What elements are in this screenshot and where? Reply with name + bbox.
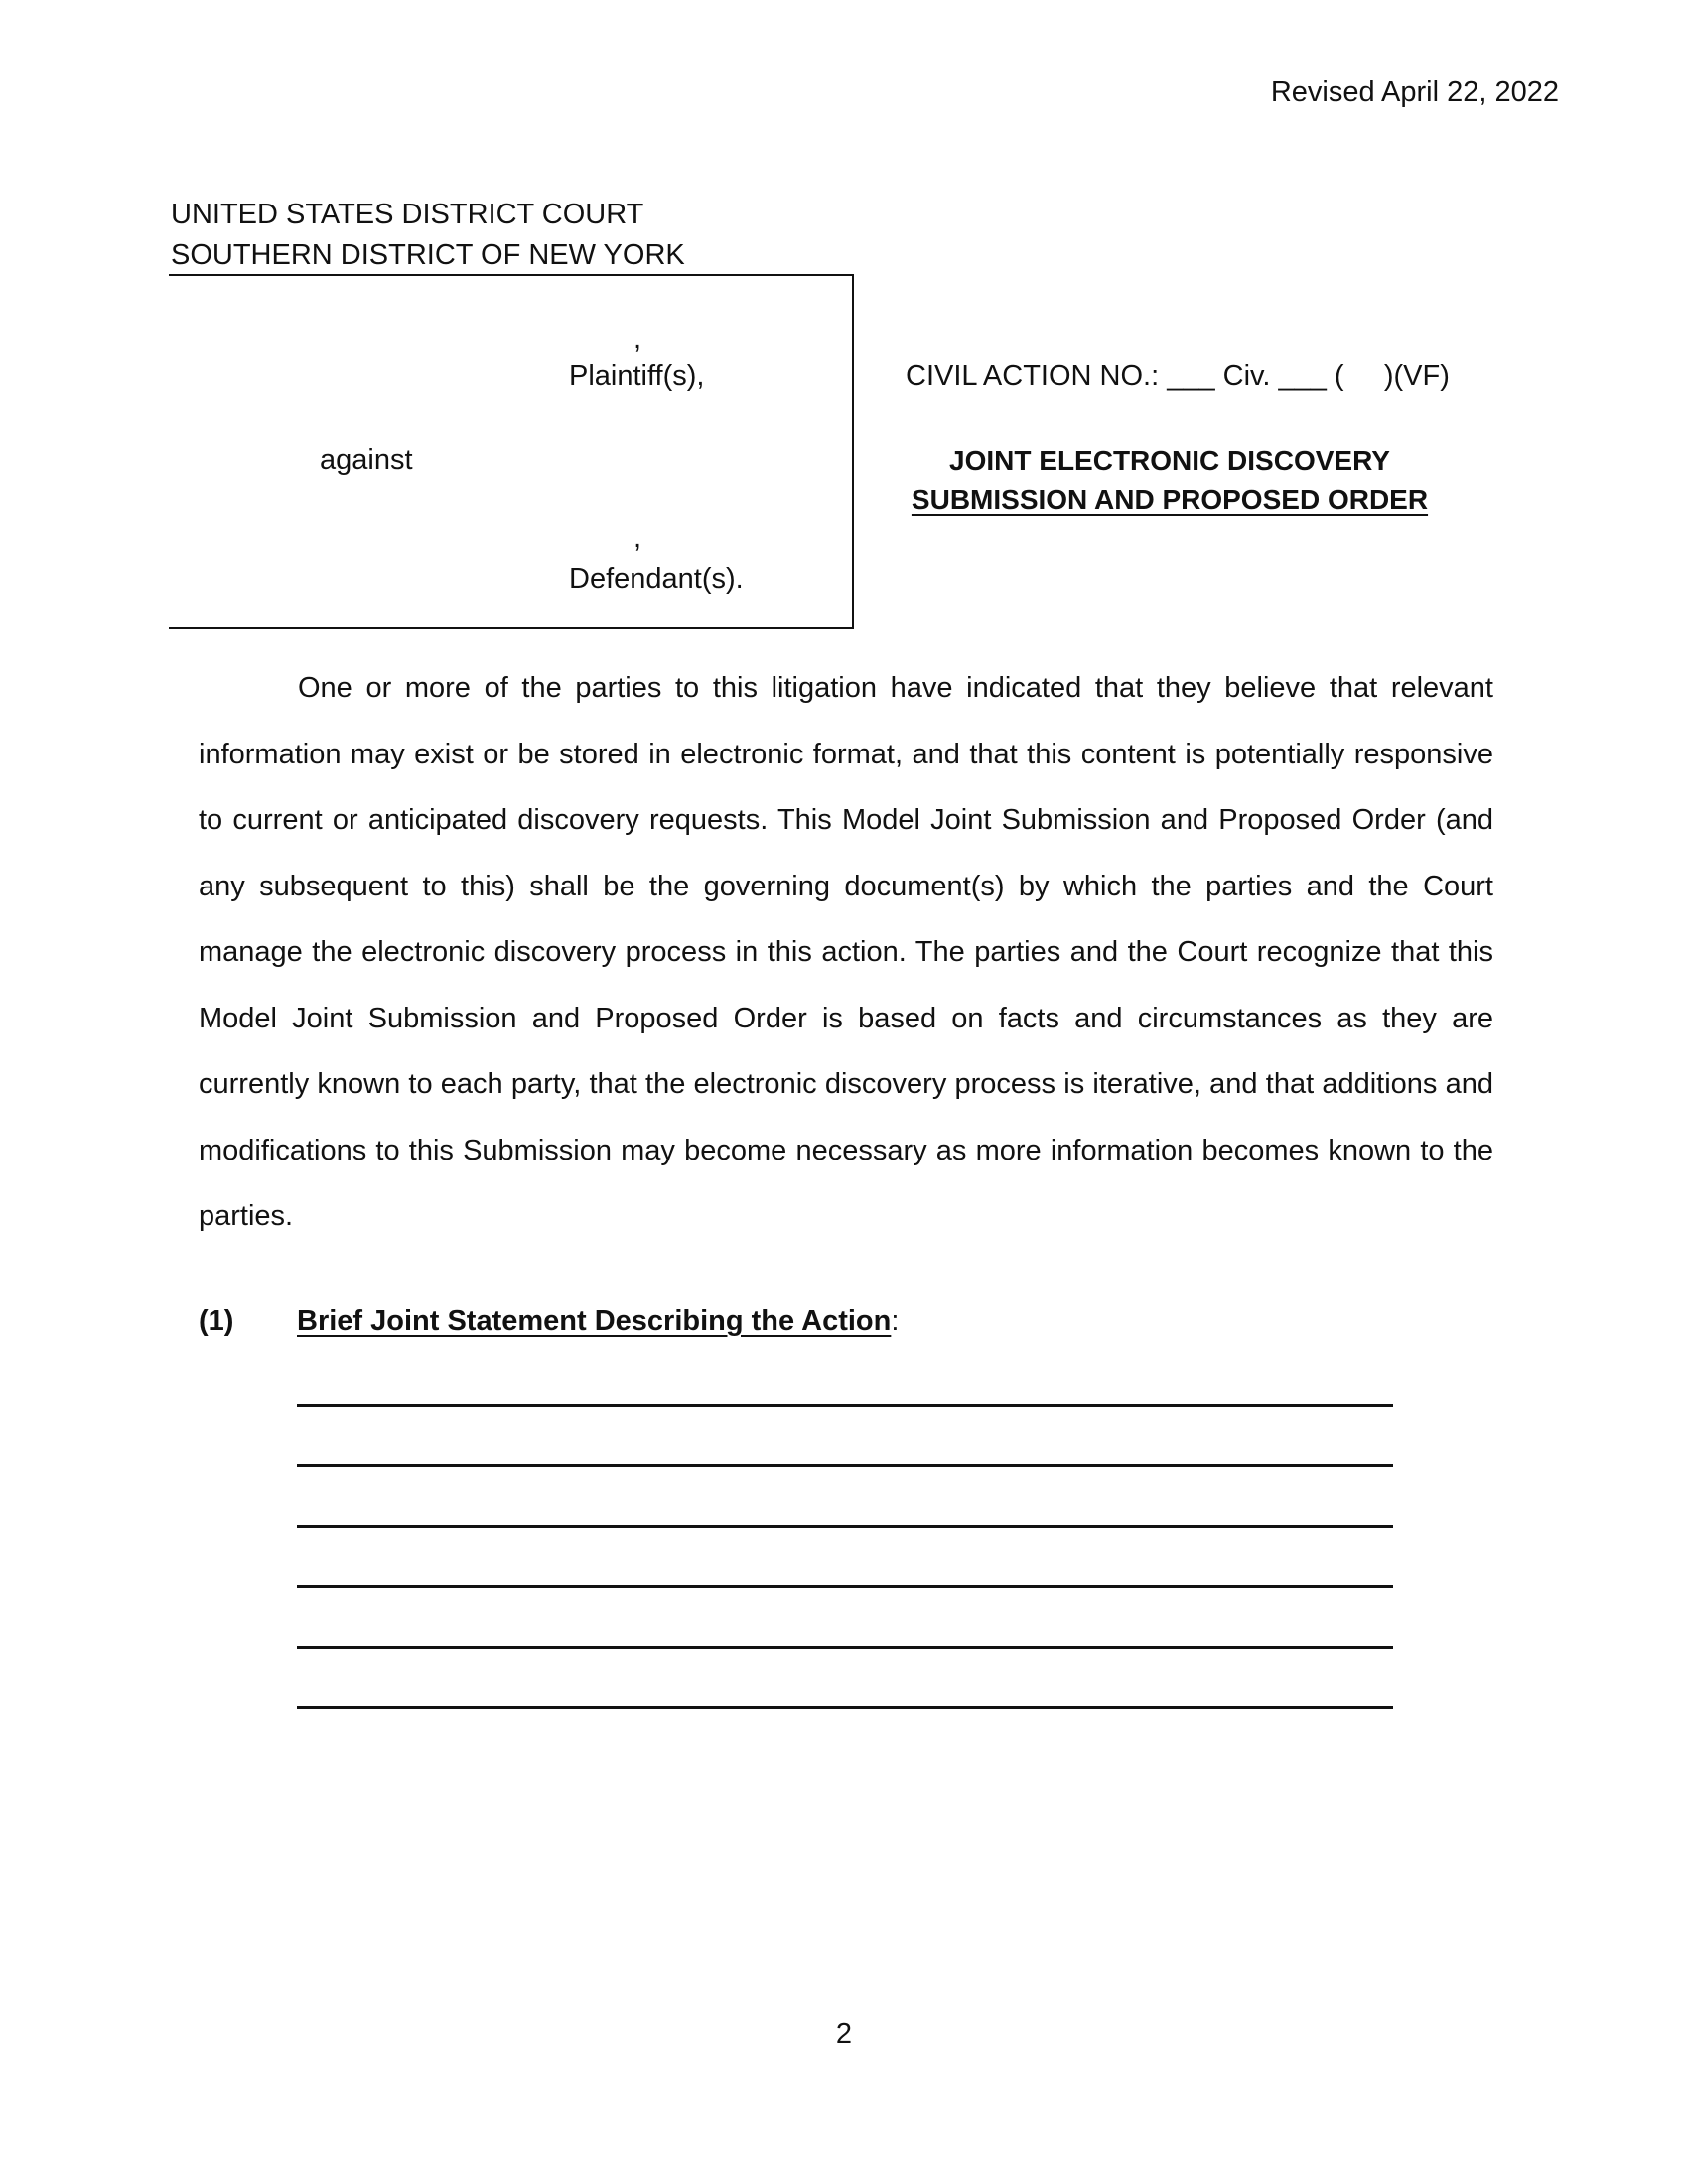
section-number: (1) — [199, 1305, 234, 1337]
civil-action-number: CIVIL ACTION NO.: ___ Civ. ___ ( )(VF) — [906, 360, 1450, 392]
section-heading-colon: : — [891, 1305, 900, 1337]
statement-blank-line — [297, 1706, 1393, 1709]
defendant-label: Defendant(s). — [569, 563, 744, 595]
court-name-line2: SOUTHERN DISTRICT OF NEW YORK — [171, 239, 685, 271]
statement-blank-line — [297, 1585, 1393, 1588]
section-heading — [297, 1304, 899, 1339]
revision-date: Revised April 22, 2022 — [1270, 76, 1559, 108]
document-title — [906, 441, 1434, 520]
court-name-line1: UNITED STATES DISTRICT COURT — [171, 199, 644, 230]
intro-paragraph: One or more of the parties to this litigation have indicated that they believe that relevant information may exist or be stored in electronic format, and that this content is potentially responsive to current or anticipated discovery requests. This Model Joint Submission and Proposed Order (and any subsequent to this) shall be the governing document(s) by which the parties and the Court manage the electronic discovery process in this action. The parties and the Court recognize that this Model Joint Submission and Proposed Order is based on facts and circumstances as they are currently known to each party, that the electronic discovery process is iterative, and that additions and modifications to this Submission may become necessary as more information becomes known to the parties. — [199, 672, 1493, 1232]
plaintiff-label: Plaintiff(s), — [569, 360, 705, 392]
page-number: 2 — [835, 2018, 853, 2050]
document-title-line2: SUBMISSION AND PROPOSED ORDER — [911, 484, 1429, 515]
statement-blank-line — [297, 1525, 1393, 1528]
against-label: against — [320, 444, 413, 476]
caption-box — [169, 274, 854, 629]
statement-blank-line — [297, 1464, 1393, 1467]
plaintiff-name-blank: , — [633, 324, 642, 355]
court-name — [171, 195, 685, 276]
defendant-name-blank: , — [633, 522, 642, 554]
section-heading-text: Brief Joint Statement Describing the Action — [297, 1305, 892, 1337]
document-title-line1: JOINT ELECTRONIC DISCOVERY — [949, 445, 1390, 476]
statement-blank-line — [297, 1646, 1393, 1649]
statement-blank-line — [297, 1404, 1393, 1407]
